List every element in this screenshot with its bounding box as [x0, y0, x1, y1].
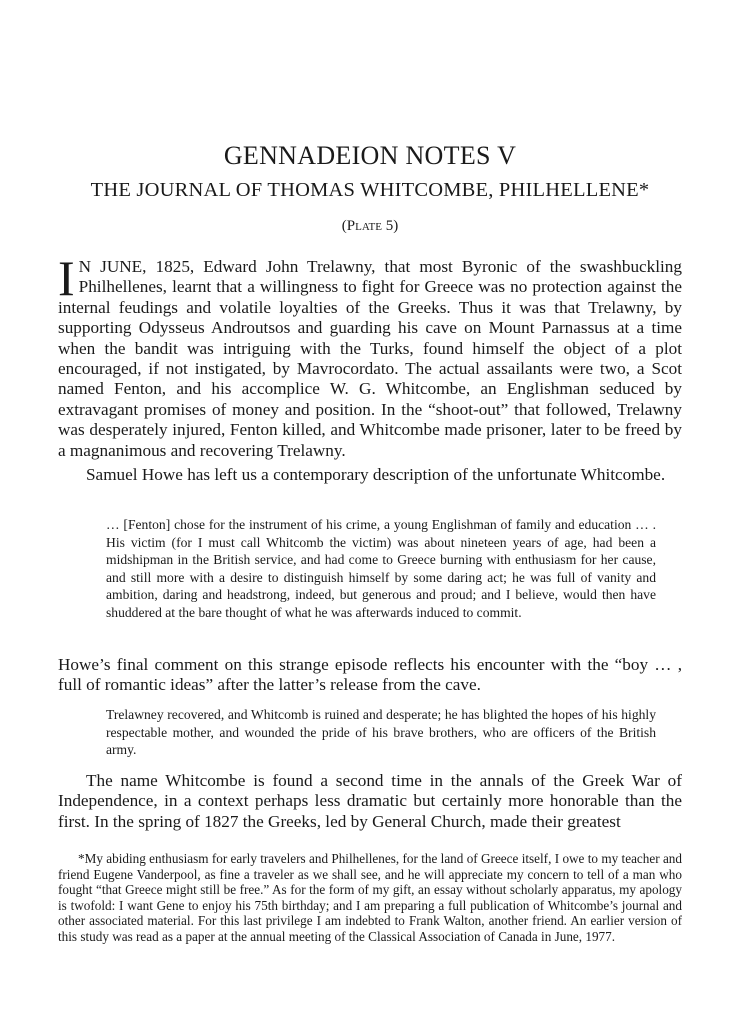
block-quote-2: Trelawney recovered, and Whitcomb is ruined and desperate; he has blighted the hopes of his highly respectable mother, and wounded the pride of his brave brothers, who are officers of the British army.	[106, 707, 656, 758]
footnote: *My abiding enthusiasm for early travelers and Philhellenes, for the land of Greece itself, I owe to my teacher and friend Eugene Vanderpool, as fine a traveler as we shall see, and he will appreciate my concern to tell of a man who fought “that Greece might still be free.” As for the form of my gift, an essay without scholarly apparatus, my apology is twofold: I want Gene to enjoy his 75th birthday; and I am preparing a full publication of Whitcombe’s journal and other associated material. For this last privilege I am indebted to Frank Walton, another friend. An earlier version of this study was read as a paper at the annual meeting of the Classical Association of Canada in June, 1977.	[58, 851, 682, 944]
article-subtitle: THE JOURNAL OF THOMAS WHITCOMBE, PHILHELLENE*	[90, 179, 650, 201]
paragraph-4: The name Whitcombe is found a second time in the annals of the Greek War of Independence, in a context perhaps less dramatic but certainly more honorable than the first. In the spring of 1827 the Greeks, led by General Church, made their greatest	[58, 771, 682, 831]
paragraph-2: Samuel Howe has left us a contemporary description of the unfortunate Whitcombe.	[86, 465, 666, 484]
block-quote-1: … [Fenton] chose for the instrument of his crime, a young Englishman of family and education … . His victim (for I must call Whitcomb the victim) was about nineteen years of age, had been a midshipman in the British service, and had come to Greece burning with enthusiasm for her cause, and still more with a desire to distinguish himself by some daring act; he was full of vanity and ambition, daring and headstrong, indeed, but generous and proud; and I believe, would then have shuddered at the bare thought of what he was afterwards induced to commit.	[106, 517, 656, 620]
plate-reference: (Plate 5)	[341, 218, 399, 234]
article-title: GENNADEION NOTES V	[223, 141, 517, 170]
drop-cap: I	[58, 250, 75, 306]
paragraph-1-text: N JUNE, 1825, Edward John Trelawny, that most Byronic of the swashbuckling Philhellenes, learnt that a willingness to fight for Greece was no protection against the internal feudings and volatile loyalties of the Greeks. Thus it was that Trelawny, by supporting Odysseus Androutsos and guarding his cave on Mount Parnassus at a time when the bandit was intriguing with the Turks, found himself the object of a plot encouraged, if not instigated, by Mavrocordato. The actual assailants were two, a Scot named Fenton, and his accomplice W. G. Whitcombe, an Englishman seduced by extravagant promises of money and position. In the “shoot-out” that followed, Trelawny was desperately injured, Fenton killed, and Whitcombe made prisoner, later to be freed by a magnanimous and recovering Trelawny.	[58, 257, 682, 460]
paragraph-1	[58, 250, 682, 461]
paragraph-3: Howe’s final comment on this strange episode reflects his encounter with the “boy … , full of romantic ideas” after the latter’s release from the cave.	[58, 655, 682, 695]
document-page	[58, 0, 682, 1024]
